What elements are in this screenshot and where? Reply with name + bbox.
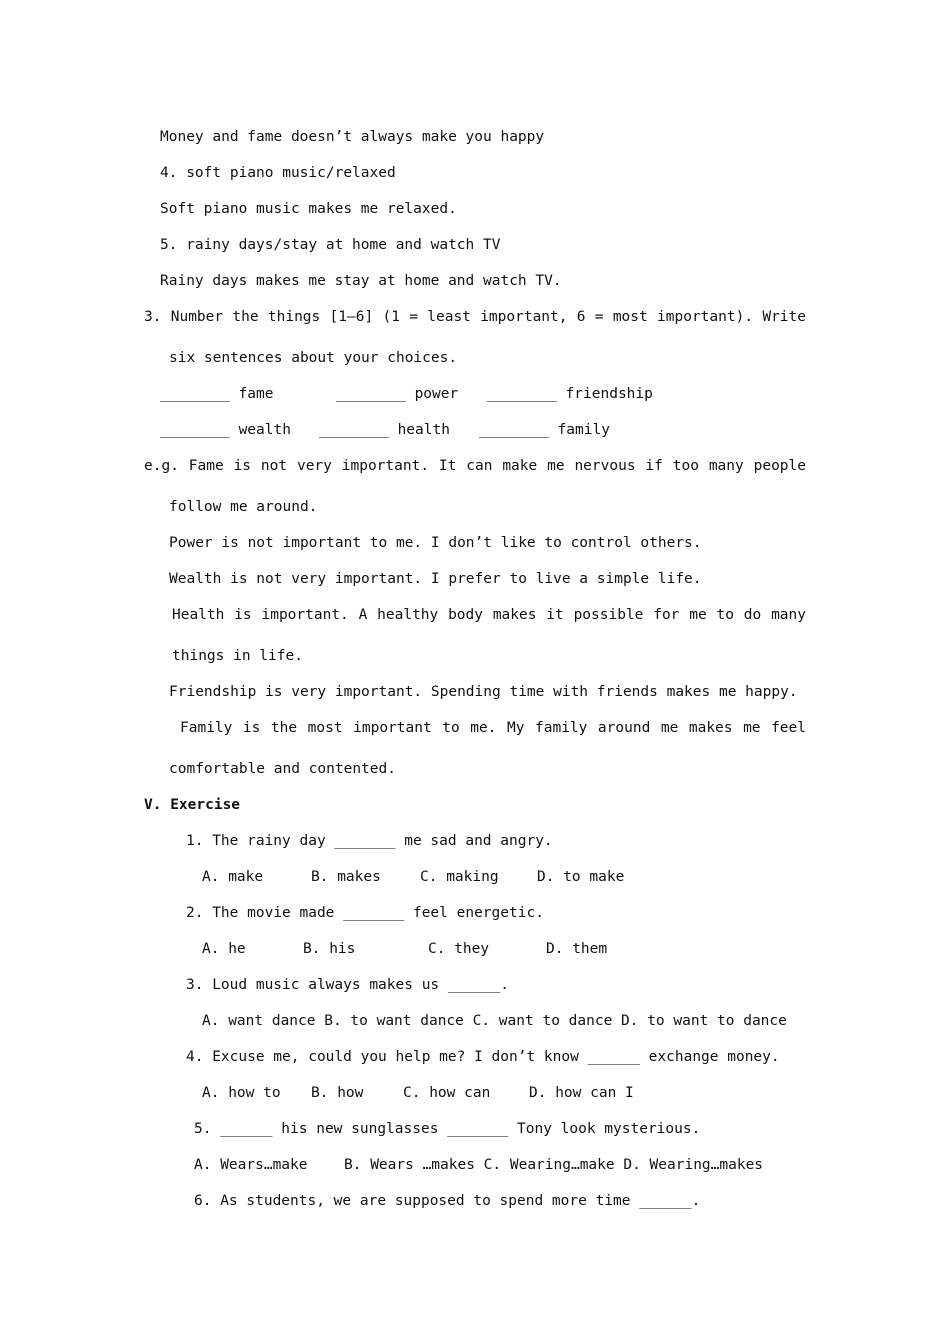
question: 3. Loud music always makes us ______.: [186, 977, 510, 993]
text-line: follow me around.: [169, 499, 318, 515]
option: C. how can: [403, 1085, 491, 1101]
option: A. Wears…make: [194, 1157, 308, 1173]
text-line: 3. Number the things [1–6] (1 = least important, 6 = most important). Write: [144, 309, 806, 325]
option: A. make: [202, 869, 264, 885]
option: C. making: [420, 869, 499, 885]
text-line: 5. rainy days/stay at home and watch TV: [160, 237, 501, 253]
option: A. he: [202, 941, 246, 957]
blank-item: ________ power: [336, 386, 459, 402]
text-line: Soft piano music makes me relaxed.: [160, 201, 457, 217]
option: B. his: [303, 941, 356, 957]
text-line: 4. soft piano music/relaxed: [160, 165, 396, 181]
text-line: e.g. Fame is not very important. It can make me nervous if too many people: [144, 458, 806, 474]
question: 2. The movie made _______ feel energetic.: [186, 905, 544, 921]
question: 5. ______ his new sunglasses _______ Tony look mysterious.: [194, 1121, 701, 1137]
text-line: Family is the most important to me. My family around me makes me feel: [180, 720, 806, 736]
option: B. Wears …makes C. Wearing…make D. Wearing…makes: [344, 1157, 764, 1173]
blank-item: ________ fame: [160, 386, 274, 402]
section-heading: V. Exercise: [144, 797, 241, 813]
option: D. to make: [537, 869, 625, 885]
option: A. how to: [202, 1085, 281, 1101]
option: B. makes: [311, 869, 381, 885]
text-line: Power is not important to me. I don’t like to control others.: [169, 535, 702, 551]
text-line: six sentences about your choices.: [169, 350, 458, 366]
option: D. to want to dance: [621, 1013, 787, 1029]
text-line: Wealth is not very important. I prefer to live a simple life.: [169, 571, 702, 587]
option: B. how: [311, 1085, 364, 1101]
question: 1. The rainy day _______ me sad and angry.: [186, 833, 553, 849]
text-line: comfortable and contented.: [169, 761, 396, 777]
blank-item: ________ health: [319, 422, 450, 438]
blank-item: ________ wealth: [160, 422, 291, 438]
text-line: things in life.: [172, 648, 303, 664]
text-line: Friendship is very important. Spending time with friends makes me happy.: [169, 684, 798, 700]
blank-item: ________ friendship: [487, 386, 653, 402]
option: D. how can I: [529, 1085, 634, 1101]
text-line: Rainy days makes me stay at home and watch TV.: [160, 273, 562, 289]
question: 4. Excuse me, could you help me? I don’t know ______ exchange money.: [186, 1049, 780, 1065]
text-line: Health is important. A healthy body makes it possible for me to do many: [172, 607, 806, 623]
option: A. want dance B. to want dance C. want to dance: [202, 1013, 613, 1029]
blank-item: ________ family: [479, 422, 610, 438]
question: 6. As students, we are supposed to spend more time ______.: [194, 1193, 701, 1209]
text-line: Money and fame doesn’t always make you happy: [160, 129, 545, 145]
option: D. them: [546, 941, 608, 957]
option: C. they: [428, 941, 490, 957]
